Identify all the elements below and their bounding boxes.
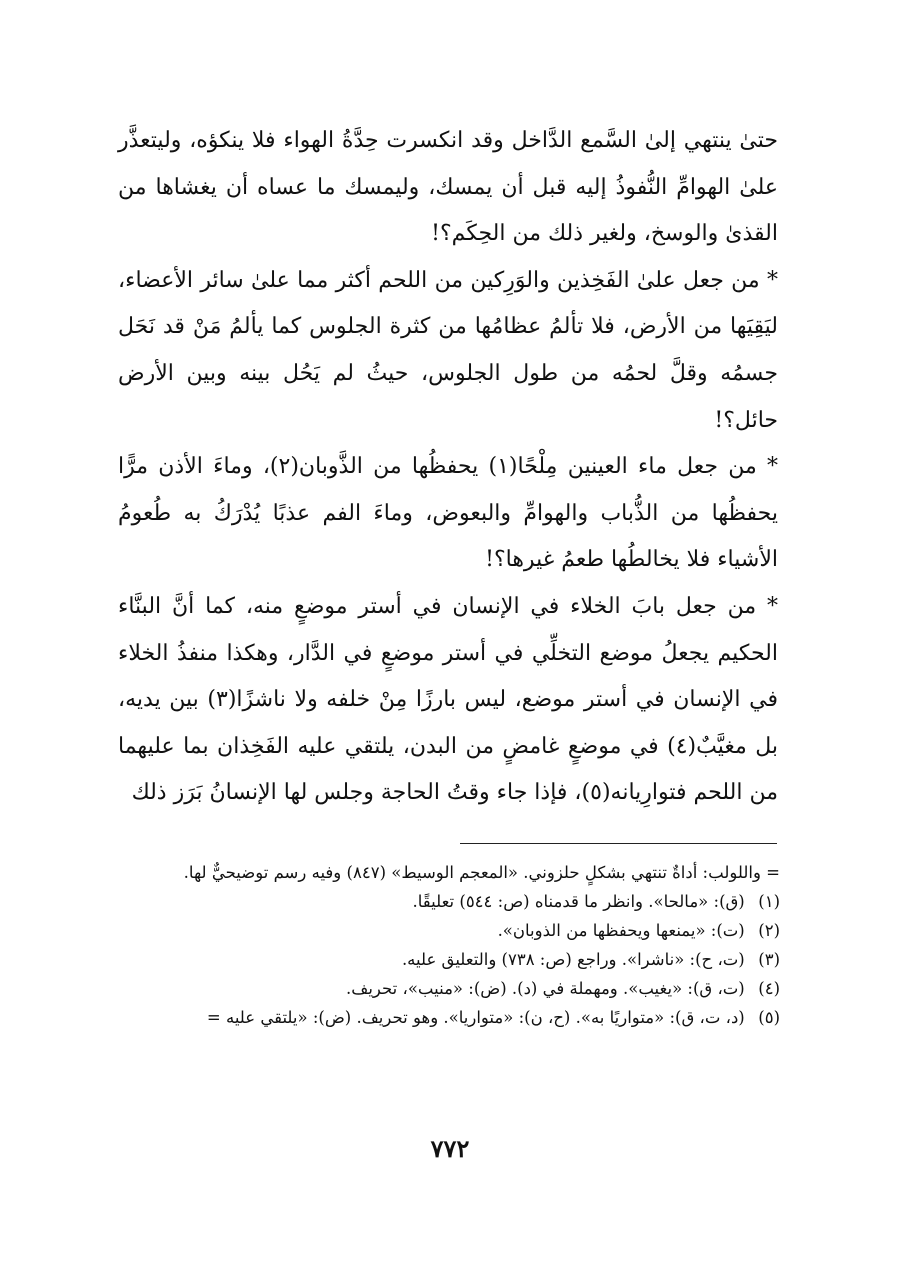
footnote-2 (118, 916, 780, 945)
footnote-3 (118, 945, 780, 974)
page-number: ٧٧٢ (430, 1134, 470, 1163)
footnote-text: (ت، ح): «ناشرا». وراجع (ص: ٧٣٨) والتعليق عليه. (401, 950, 745, 969)
paragraph-1: حتىٰ ينتهي إلىٰ السَّمع الدَّاخل وقد انكسرت حِدَّةُ الهواء فلا ينكؤه، وليتعذَّر علىٰ الهوامِّ النُّفوذُ إليه قبل أن يمسك، وليمسك ما عساه أن يغشاها من القذىٰ والوسخ، ولغير ذلك من الحِكَم؟! (118, 128, 778, 247)
footnote-4 (118, 974, 780, 1003)
main-text (118, 118, 778, 817)
paragraph-3: * من جعل ماء العينين مِلْحًا(١) يحفظُها من الذَّوبان(٢)، وماءَ الأذن مرًّا يحفظُها من الذُّباب والهوامِّ والبعوض، وماءَ الفم عذبًا يُدْرَكُ به طُعومُ الأشياء فلا يخالطُها طعمُ غيرها؟! (118, 454, 778, 573)
footnote-1 (118, 887, 780, 916)
footnote-number: (١) (758, 892, 780, 911)
footnotes (118, 858, 780, 1032)
footnote-number: (٢) (758, 921, 780, 940)
footnote-5 (118, 1003, 780, 1032)
footnote-text: (ت): «يمنعها ويحفظها من الذوبان». (497, 921, 745, 940)
footnote-continuation: = واللولب: أداةٌ تنتهي بشكلٍ حلزوني. «المعجم الوسيط» (٨٤٧) وفيه رسم توضيحيٌّ لها. (183, 863, 780, 882)
footnote-text: (د، ت، ق): «متواريًا به». (ح، ن): «متواريا». وهو تحريف. (ض): «يلتقي عليه = (206, 1008, 745, 1027)
footnote-divider (460, 843, 777, 844)
footnote-number: (٣) (758, 950, 780, 969)
footnote-text: (ت، ق): «يغيب». ومهملة في (د). (ض): «منيب»، تحريف. (346, 979, 745, 998)
footnote-text: (ق): «مالحا». وانظر ما قدمناه (ص: ٥٤٤) تعليقًا. (412, 892, 745, 911)
footnote-number: (٤) (758, 979, 780, 998)
paragraph-4: * من جعل بابَ الخلاء في الإنسان في أستر موضعٍ منه، كما أنَّ البنَّاء الحكيم يجعلُ موضع التخلِّي في أستر موضعٍ في الدَّار، وهكذا منفذُ الخلاء في الإنسان في أستر موضع، ليس بارزًا مِنْ خلفه ولا ناشزًا(٣) بين يديه، بل مغيَّبٌ(٤) في موضعٍ غامضٍ من البدن، يلتقي عليه الفَخِذان بما عليهما من اللحم فتوارِيانه(٥)، فإذا جاء وقتُ الحاجة وجلس لها الإنسانُ بَرَز ذلك (118, 593, 778, 806)
paragraph-2: * من جعل علىٰ الفَخِذين والوَرِكين من اللحم أكثر مما علىٰ سائر الأعضاء، ليَقِيَها من الأرض، فلا تألمُ عظامُها من كثرة الجلوس كما يألمُ مَنْ قد نَحَل جسمُه وقلَّ لحمُه من طول الجلوس، حيثُ لم يَحُل بينه وبين الأرض حائل؟! (118, 267, 778, 433)
footnote-number: (٥) (758, 1008, 780, 1027)
